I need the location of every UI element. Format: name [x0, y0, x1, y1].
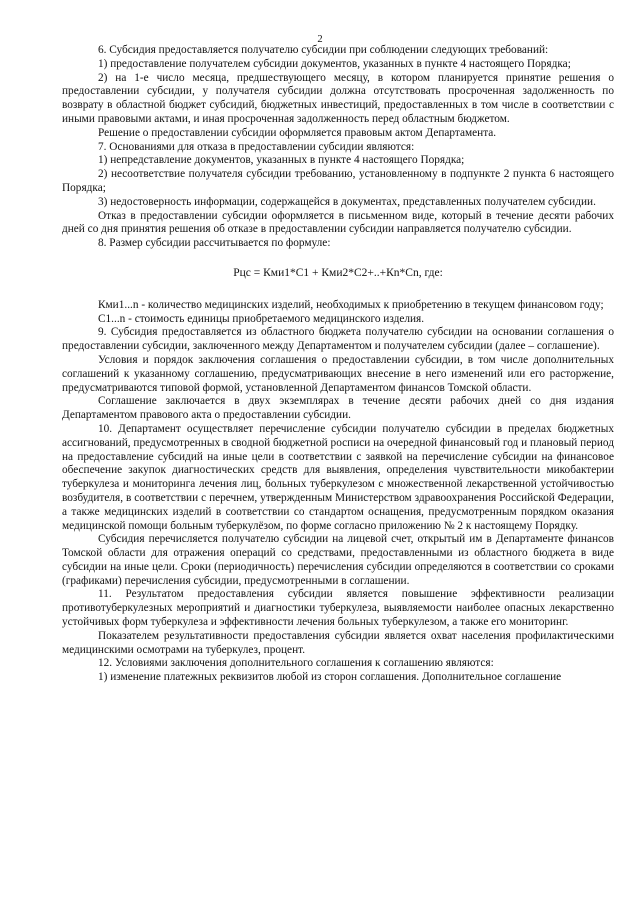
paragraph: 8. Размер субсидии рассчитывается по формуле: [98, 237, 331, 250]
paragraph: 2) несоответствие получателя субсидии требованию, установленному в подпункте 2 пункта 6 настоящего Порядка; [62, 168, 614, 194]
paragraph: С1...n - стоимость единицы приобретаемого медицинского изделия. [98, 312, 425, 325]
page-number: 2 [317, 34, 323, 45]
paragraph: 1) предоставление получателем субсидии документов, указанных в пункте 4 настоящего Порядка; [98, 57, 571, 70]
subsidy-formula: Рцс = Кми1*С1 + Кми2*С2+..+Кn*Сn, где: [233, 266, 443, 279]
paragraph: Условия и порядок заключения соглашения о предоставлении субсидии, в том числе дополнительных соглашений к указанному соглашению, предусматривающих внесение в него изменений или его расторжение, предусматриваются типовой формой, установленной Департаментом финансов Томской области. [62, 353, 614, 394]
paragraph: Отказ в предоставлении субсидии оформляется в письменном виде, который в течение десяти рабочих дней со дня принятия решения об отказе в предоставлении субсидии направляется получателю субсидии. [62, 209, 614, 236]
paragraph: Субсидия перечисляется получателю субсидии на лицевой счет, открытый им в Департаменте финансов Томской области для отражения операций со средствами, предоставленными из областного бюджета в виде субсидии на иные цели. Сроки (периодичность) перечисления субсидии определяются в соответствии со сроками (графиками) перечисления субсидии, предусмотренными в соглашении. [62, 533, 614, 587]
paragraph: Соглашение заключается в двух экземплярах в течение десяти рабочих дней со дня издания Департаментом правового акта о предоставлении субсидии. [62, 395, 614, 422]
paragraph: 7. Основаниями для отказа в предоставлении субсидии являются: [98, 140, 415, 153]
paragraph: Решение о предоставлении субсидии оформляется правовым актом Департамента. [98, 126, 497, 139]
paragraph: 1) непредставление документов, указанных в пункте 4 настоящего Порядка; [98, 154, 465, 167]
paragraph: Показателем результативности предоставления субсидии является охват населения профилактическими медицинскими осмотрами на туберкулез, процент. [62, 629, 614, 656]
paragraph: 3) недостоверность информации, содержащейся в документах, представленных получателем субсидии. [98, 195, 596, 208]
paragraph: 12. Условиями заключения дополнительного соглашения к соглашению являются: [98, 657, 494, 670]
paragraph: 9. Субсидия предоставляется из областного бюджета получателю субсидии на основании соглашения о предоставлении субсидии, заключенного между Департаментом и получателем субсидии (далее – соглашение). [62, 326, 614, 353]
paragraph: 6. Субсидия предоставляется получателю субсидии при соблюдении следующих требований: [98, 44, 549, 56]
paragraph: 2) на 1-е число месяца, предшествующего месяцу, в котором планируется принятие решения о предоставлении субсидии, у получателя субсидии должна отсутствовать просроченная задолженность по возврату в областной бюджет субсидий, бюджетных инвестиций, предоставленных в том числе в соответствии с иными правовыми актами, и иная просроченная задолженность перед областным бюджетом. [62, 71, 614, 125]
paragraph: Кми1...n - количество медицинских изделий, необходимых к приобретению в текущем финансовом году; [98, 298, 604, 311]
paragraph: 11. Результатом предоставления субсидии является повышение эффективности реализации противотуберкулезных мероприятий и диагностики туберкулеза, выявляемости наиболее опасных лекарственно устойчивых форм туберкулеза и эффективности лечения больных туберкулезом, а также его мониторинг. [62, 588, 614, 629]
paragraph: 10. Департамент осуществляет перечисление субсидии получателю субсидии в пределах бюджетных ассигнований, предусмотренных в сводной бюджетной росписи на очередной финансовый год и плановый период на предоставление субсидий на иные цели в соответствии с заявкой на перечисление субсидии на финансовое обеспечение закупок диагностических средств для выявления, определения чувствительности микобактерии туберкулеза и мониторинга лечения лиц, больных туберкулезом с множественной лекарственной устойчивостью возбудителя, в соответствии с перечнем, утвержденным Министерством здравоохранения Российской Федерации, а также медицинских изделий в соответствии со стандартом оснащения, предусмотренным порядком оказания медицинской помощи больным туберкулёзом, по форме согласно приложению № 2 к настоящему Порядку. [62, 422, 614, 532]
paragraph: 1) изменение платежных реквизитов любой из сторон соглашения. Дополнительное соглашение [98, 671, 562, 684]
document-body [62, 44, 614, 685]
